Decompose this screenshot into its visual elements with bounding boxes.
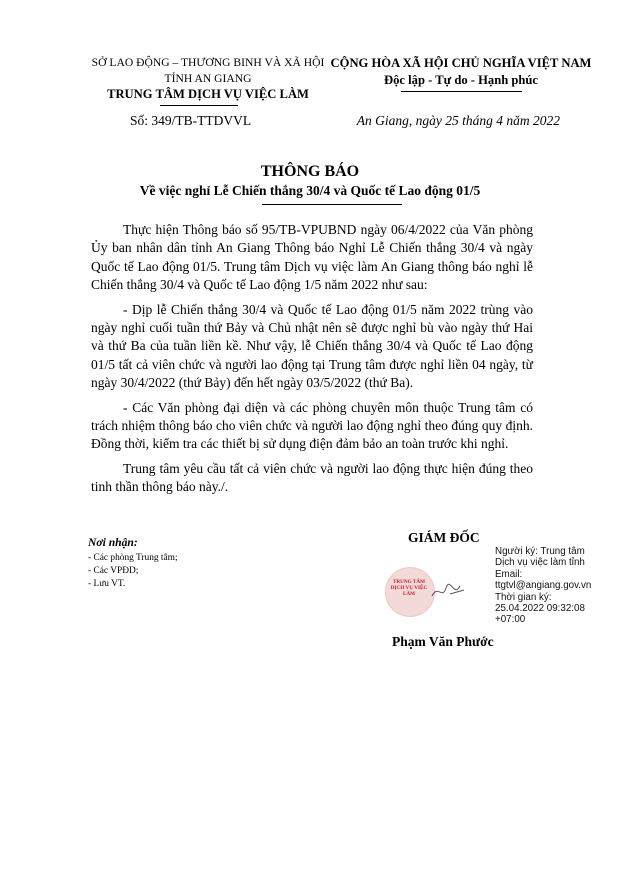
- national-motto: Độc lập - Tự do - Hạnh phúc: [384, 73, 538, 87]
- recipient-item: - Các phòng Trung tâm;: [88, 553, 178, 563]
- document-number: Số: 349/TB-TTDVVL: [130, 113, 252, 128]
- signer-name: Phạm Văn Phước: [392, 634, 494, 649]
- org-name-line3: TRUNG TÂM DỊCH VỤ VIỆC LÀM: [107, 87, 309, 101]
- document-body: [91, 221, 533, 503]
- org-underline: [160, 105, 238, 106]
- sig-info-line: Thời gian ký:: [495, 591, 552, 603]
- sig-info-line: ttgtvl@angiang.gov.vn: [495, 580, 592, 592]
- body-paragraph-3: - Các Văn phòng đại diện và các phòng chuyên môn thuộc Trung tâm có trách nhiệm thông báo cho viên chức và người lao động nghỉ theo đúng quy định. Đồng thời, kiểm tra các thiết bị sử dụng điện đảm bảo an toàn trước khi nghỉ.: [91, 399, 533, 452]
- sig-info-line: Người ký: Trung tâm: [495, 546, 585, 557]
- document-subtitle: Về việc nghỉ Lễ Chiến thắng 30/4 và Quốc tế Lao động 01/5: [139, 183, 481, 198]
- recipient-item: - Các VPĐD;: [88, 566, 139, 576]
- body-paragraph-2: - Dịp lễ Chiến thắng 30/4 và Quốc tế Lao động 01/5 năm 2022 trùng vào ngày nghỉ cuối tuần thứ Bảy và Chủ nhật nên sẽ được nghỉ bù vào ngày thứ Hai và thứ Ba của tuần liền kề. Như vậy, lễ Chiến thắng 30/4 và Quốc tế Lao động 01/5 tất cả viên chức và người lao động tại Trung tâm được nghỉ liền 04 ngày, từ ngày 30/4/2022 (thứ Bảy) đến hết ngày 03/5/2022 (thứ Ba).: [91, 301, 533, 391]
- recipient-item: - Lưu VT.: [88, 579, 126, 589]
- sig-info-line: 25.04.2022 09:32:08: [495, 603, 585, 615]
- sig-info-line: Dịch vụ việc làm tỉnh: [495, 557, 585, 569]
- document-title: THÔNG BÁO: [260, 163, 360, 180]
- handwritten-signature: [430, 580, 466, 602]
- org-name-line1: SỞ LAO ĐỘNG – THƯƠNG BINH VÀ XÃ HỘI: [91, 56, 325, 69]
- title-underline: [262, 204, 402, 205]
- recipients-title: Nơi nhận:: [88, 536, 138, 549]
- body-paragraph-1: Thực hiện Thông báo số 95/TB-VPUBND ngày 06/4/2022 của Văn phòng Ủy ban nhân dân tỉnh An Giang Thông báo Nghỉ Lễ Chiến thắng 30/4 và ngày Quốc tế Lao động 01/5. Trung tâm Dịch vụ việc làm An Giang thông báo nghỉ lễ Chiến thắng 30/4 và Quốc tế Lao động 1/5 năm 2022 như sau:: [91, 222, 533, 293]
- stamp-text: TRUNG TÂM DỊCH VỤ VIỆC LÀM: [390, 579, 428, 597]
- signer-position: GIÁM ĐỐC: [408, 530, 480, 545]
- recipients-list: [88, 552, 178, 591]
- motto-underline: [401, 91, 522, 92]
- sig-info-line: Email:: [495, 568, 523, 580]
- national-title: CỘNG HÒA XÃ HỘI CHỦ NGHĨA VIỆT NAM: [330, 56, 592, 70]
- digital-signature-info: [495, 546, 603, 626]
- body-paragraph-4: Trung tâm yêu cầu tất cả viên chức và người lao động thực hiện đúng theo tinh thần thông báo này./.: [91, 460, 533, 495]
- org-name-line2: TỈNH AN GIANG: [164, 72, 252, 85]
- sig-info-line: +07:00: [495, 614, 526, 626]
- place-date: An Giang, ngày 25 tháng 4 năm 2022: [356, 113, 560, 128]
